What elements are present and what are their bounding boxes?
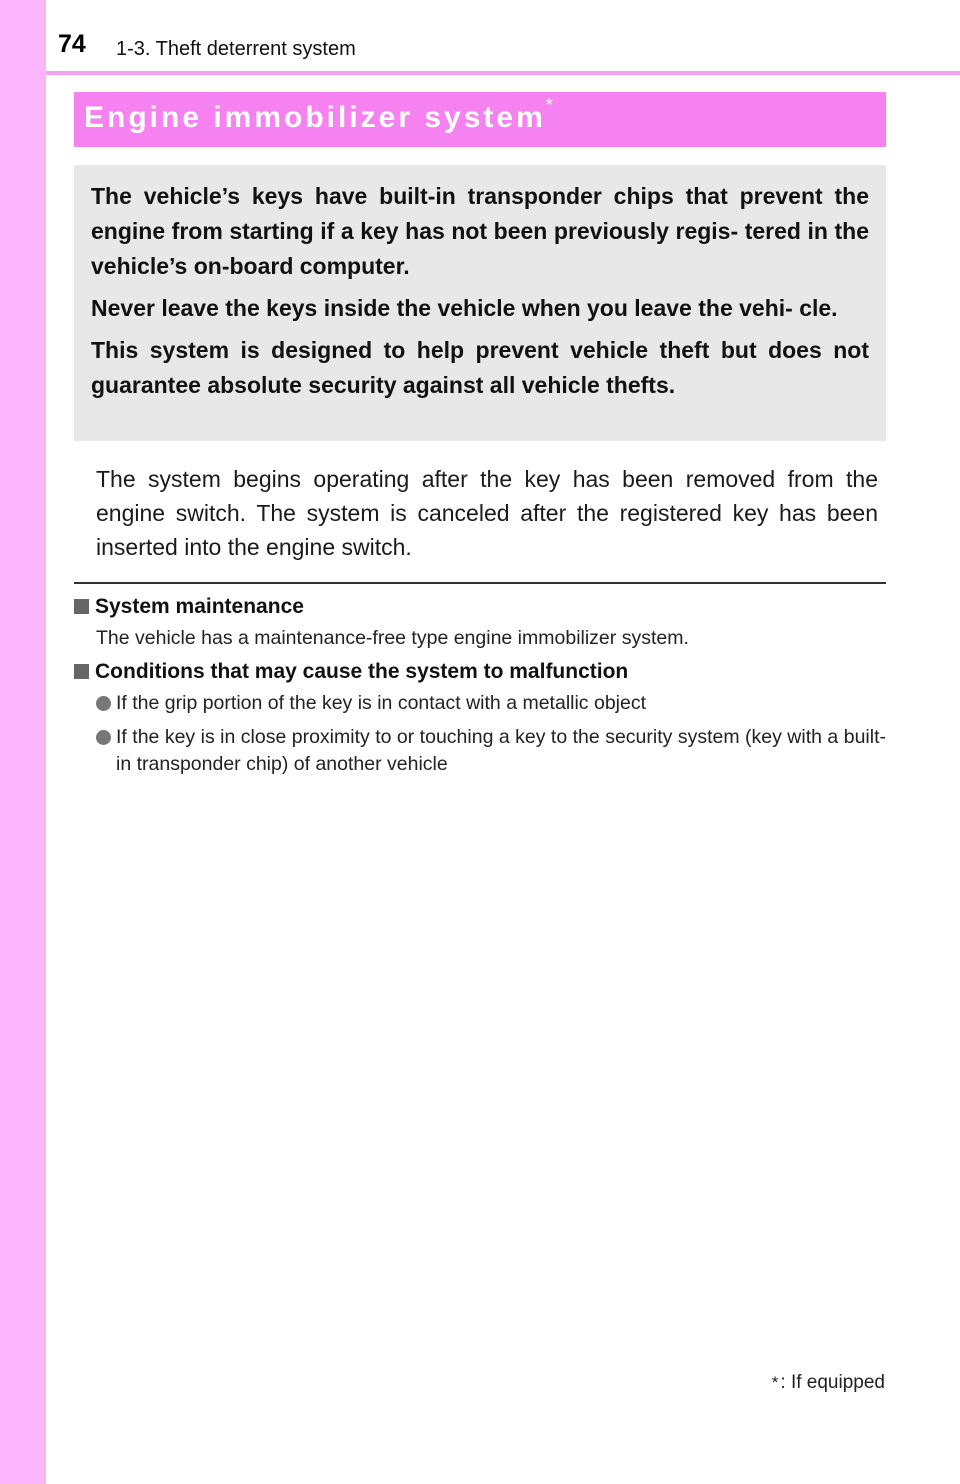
conditions-heading <box>74 660 628 684</box>
intro-paragraph: This system is designed to help prevent vehicle theft but does not guarantee absolute security against all vehicle thefts. <box>91 337 869 398</box>
header-rule <box>46 71 960 75</box>
section-divider <box>74 582 886 584</box>
footnote-text: : If equipped <box>780 1372 885 1393</box>
list-item-text: If the key is in close proximity to or touching a key to the security system (key with a built-in transponder chip) of another vehicle <box>116 726 886 775</box>
square-bullet-icon <box>74 599 89 614</box>
maintenance-heading <box>74 595 304 619</box>
page-number: 74 <box>58 30 86 58</box>
intro-box <box>74 165 886 441</box>
title-bar <box>74 92 886 147</box>
intro-paragraph: The vehicle’s keys have built-in transponder chips that prevent the engine from starting if a key has not been previously regis- tered in the vehicle’s on-board computer. <box>91 183 869 279</box>
maintenance-heading-text: System maintenance <box>95 595 304 618</box>
list-item-text: If the grip portion of the key is in contact with a metallic object <box>116 692 647 714</box>
page-title <box>84 95 553 135</box>
asterisk-icon: * <box>771 1373 779 1392</box>
section-header: 1-3. Theft deterrent system <box>116 38 356 60</box>
intro-paragraph: Never leave the keys inside the vehicle when you leave the vehi- cle. <box>91 295 838 321</box>
circle-bullet-icon <box>96 696 111 711</box>
asterisk-icon: * <box>545 95 553 115</box>
page-side-strip <box>0 0 46 1484</box>
body-paragraph: The system begins operating after the key has been removed from the engine switch. The system is canceled after the registered key has been inserted into the engine switch. <box>96 466 878 560</box>
footnote <box>772 1372 885 1394</box>
page-title-text: Engine immobilizer system <box>84 101 546 134</box>
list-item <box>96 724 886 778</box>
square-bullet-icon <box>74 664 89 679</box>
conditions-heading-text: Conditions that may cause the system to malfunction <box>95 660 629 683</box>
circle-bullet-icon <box>96 730 111 745</box>
maintenance-text: The vehicle has a maintenance-free type engine immobilizer system. <box>96 627 689 649</box>
list-item <box>96 690 886 717</box>
